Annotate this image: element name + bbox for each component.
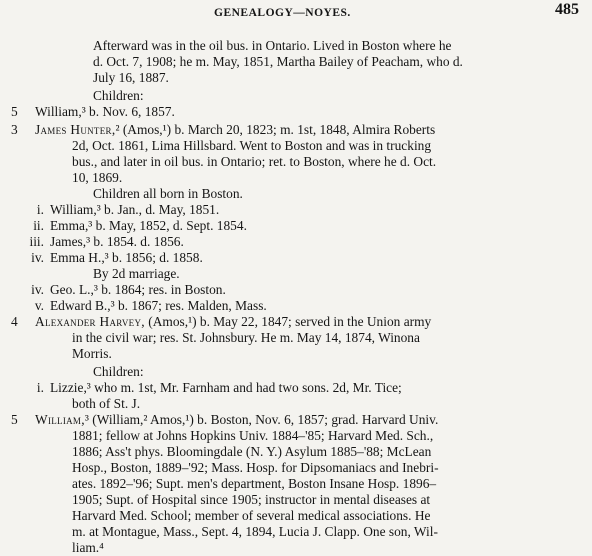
text-line: Morris. [72,346,112,361]
child-entry [18,202,219,218]
entry-text: ³ (William,² Amos,¹) b. Boston, Nov. 6, 1857; grad. Harvard Univ. [84,412,439,427]
child-text: William,³ b. Jan., d. May, 1851. [50,202,220,217]
text-line: both of St. J. [72,396,141,411]
entry-number: 5 [11,104,18,119]
text-line: d. Oct. 7, 1908; he m. May, 1851, Martha Bailey of Peacham, who d. [93,54,463,69]
roman-numeral: iv. [31,250,44,265]
children-label: Children: [93,364,144,379]
entry-number: 4 [11,314,18,329]
text-line: ates. 1892–'96; Supt. men's department, Boston Insane Hosp. 1896– [72,476,437,491]
entry-william-line-1 [11,412,438,428]
child-text: Edward B.,³ b. 1867; res. Malden, Mass. [50,298,267,313]
child-entry [18,380,402,396]
text-line: 2d, Oct. 1861, Lima Hillsbard. Went to Boston and was in trucking [72,138,432,153]
entry-number: 5 [11,412,18,427]
entry-name: William, [35,412,85,427]
child-text: Geo. L.,³ b. 1864; res. in Boston. [50,282,226,297]
roman-numeral: i. [36,380,44,395]
text-line: Afterward was in the oil bus. in Ontario. Lived in Boston where he [93,38,452,53]
marriage-label: By 2d marriage. [93,266,180,281]
roman-numeral: iii. [29,234,44,249]
entry-number: 3 [11,122,18,137]
roman-numeral: v. [34,298,44,313]
roman-numeral: ii. [33,218,44,233]
text-line: 10, 1869. [72,170,123,185]
entry-name: Alexander Harvey, [35,314,145,329]
child-entry [18,298,267,314]
children-label: Children: [93,88,144,103]
child-text: Emma,³ b. May, 1852, d. Sept. 1854. [50,218,247,233]
roman-numeral: i. [36,202,44,217]
child-text: James,³ b. 1854. d. 1856. [50,234,184,249]
text-line: Harvard Med. School; member of several medical associations. He [72,508,431,523]
page-number: 485 [555,1,579,18]
text-line: Hosp., Boston, 1889–'92; Mass. Hosp. for Dipsomaniacs and Inebri- [72,460,439,475]
child-entry [18,234,184,250]
child-entry [18,282,226,298]
text-line: m. at Montague, Mass., Sept. 4, 1894, Lucia J. Clapp. One son, Wil- [72,524,438,539]
text-line: in the civil war; res. St. Johnsbury. He m. May 14, 1874, Winona [72,330,420,345]
entry-text: (Amos,¹) b. May 22, 1847; served in the Union army [144,314,432,329]
entry-alexander-line-1 [11,314,431,330]
entry-james-line-1 [11,122,435,138]
text-line: 1886; Ass't phys. Bloomingdale (N. Y.) Asylum 1885–'88; McLean [72,444,432,459]
text-line: bus., and later in oil bus. in Ontario; ret. to Boston, where he d. Oct. [72,154,437,169]
text-line: July 16, 1887. [93,70,169,85]
entry-text: William,³ b. Nov. 6, 1857. [35,104,175,119]
text-line: liam.⁴ [72,540,104,555]
children-label: Children all born in Boston. [93,186,243,201]
child-entry [18,250,203,266]
entry-william-short [11,104,175,120]
child-text: Lizzie,³ who m. 1st, Mr. Farnham and had two sons. 2d, Mr. Tice; [50,380,402,395]
entry-text: ² (Amos,¹) b. March 20, 1823; m. 1st, 1848, Almira Roberts [115,122,436,137]
child-entry [18,218,247,234]
page-header [0,0,592,24]
roman-numeral: iv. [31,282,44,297]
child-text: Emma H.,³ b. 1856; d. 1858. [50,250,203,265]
entry-name: James Hunter, [35,122,116,137]
text-line: 1881; fellow at Johns Hopkins Univ. 1884–'85; Harvard Med. Sch., [72,428,434,443]
text-line: 1905; Supt. of Hospital since 1905; instructor in mental diseases at [72,492,431,507]
running-head: GENEALOGY—NOYES. [214,7,351,19]
